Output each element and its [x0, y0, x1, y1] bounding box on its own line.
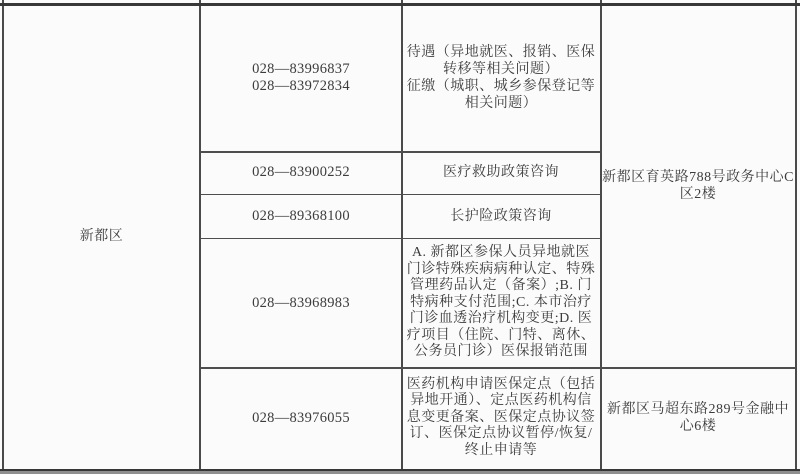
service-cell — [404, 152, 598, 193]
address-text: 新都区马超东路289号金融中心6楼 — [607, 402, 789, 434]
service-description: 医药机构申请医保定点（包括异地开通）、定点医药机构信息变更备案、医保定点协议签订、医保定点协议暂停/恢复/终止申请等 — [406, 376, 596, 458]
service-cell — [403, 368, 599, 468]
table-border-right — [795, 0, 797, 470]
district-label: 新都区 — [79, 229, 124, 244]
address-cell — [602, 5, 794, 366]
service-description: 医疗救助政策咨询 — [443, 165, 559, 180]
district-cell — [4, 5, 199, 468]
phone-cell — [203, 152, 399, 193]
service-description: A. 新都区参保人员异地就医门诊特殊疾病病种认定、特殊管理药品认定（备案）;B. 门特病种支付范围;C. 本市治疗门诊血透治疗机构变更;D. 医疗项目（住院、门特、离休、公务员门诊）医保报销范围 — [406, 245, 596, 360]
phone-number: 028—83976055 — [252, 409, 350, 426]
service-cell — [404, 195, 598, 237]
phone-cell — [203, 368, 399, 468]
phone-number: 028—83900252 — [252, 164, 350, 180]
service-cell — [404, 5, 598, 150]
service-description: 长护险政策咨询 — [450, 208, 552, 224]
phone-number: 028—83972834 — [252, 77, 350, 94]
phone-cell — [203, 239, 399, 367]
phone-cell — [203, 5, 399, 150]
address-text: 新都区育英路788号政务中心C区2楼 — [602, 169, 794, 202]
phone-cell — [203, 195, 399, 237]
phone-number: 028—89368100 — [252, 207, 350, 224]
column-divider-district-phone — [199, 0, 201, 470]
phone-number: 028—83968983 — [252, 294, 350, 311]
service-cell — [403, 239, 599, 367]
phone-number: 028—83996837 — [252, 60, 350, 77]
service-description: 待遇（异地就医、报销、医保转移等相关问题） — [406, 44, 596, 77]
address-cell — [602, 368, 794, 468]
service-description: 征缴（城职、城乡参保登记等相关问题） — [406, 78, 596, 111]
